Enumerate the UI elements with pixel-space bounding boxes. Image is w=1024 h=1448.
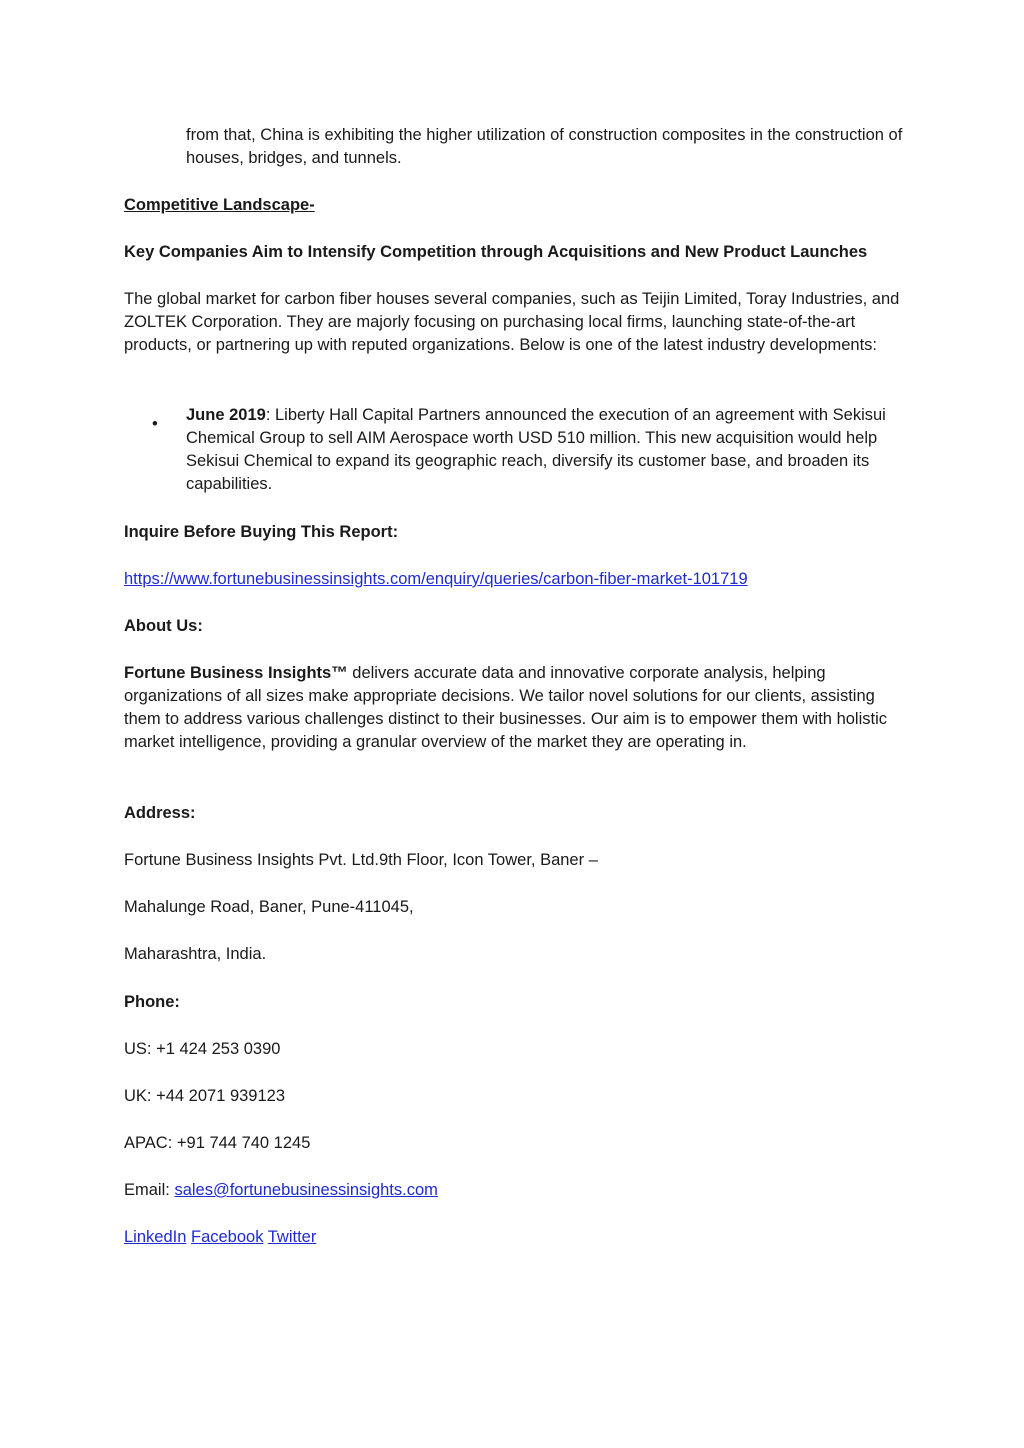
bullet-list-item bbox=[186, 404, 916, 496]
about-us-heading: About Us: bbox=[124, 617, 203, 635]
phone-heading: Phone: bbox=[124, 993, 180, 1011]
facebook-link[interactable]: Facebook bbox=[190, 1228, 264, 1246]
phone-us: US: +1 424 253 0390 bbox=[124, 1040, 281, 1058]
about-text: delivers accurate data and innovative corporate analysis, helping organizations of all sizes make appropriate decisions. We tailor novel solutions for our clients, assisting them to address various challenges distinct to their businesses. Our aim is to empower them with holistic market intelligence, providing a granular overview of the market they are operating in. bbox=[124, 664, 888, 751]
bullet-date: June 2019 bbox=[186, 406, 266, 424]
address-heading: Address: bbox=[124, 804, 196, 822]
inquire-link-line bbox=[124, 568, 914, 591]
social-links bbox=[124, 1226, 914, 1249]
email-link[interactable]: sales@fortunebusinessinsights.com bbox=[174, 1181, 438, 1199]
twitter-link[interactable]: Twitter bbox=[267, 1228, 317, 1246]
key-companies-heading: Key Companies Aim to Intensify Competition through Acquisitions and New Product Launches bbox=[124, 243, 868, 261]
email-line bbox=[124, 1179, 914, 1202]
company-name: Fortune Business Insights™ bbox=[124, 664, 348, 682]
phone-apac: APAC: +91 744 740 1245 bbox=[124, 1134, 311, 1152]
intro-continuation-paragraph: from that, China is exhibiting the higher utilization of construction composites in the construction of houses, bridges, and tunnels. bbox=[186, 126, 903, 167]
inquire-heading: Inquire Before Buying This Report: bbox=[124, 523, 399, 541]
linkedin-link[interactable]: LinkedIn bbox=[124, 1228, 187, 1246]
inquire-link[interactable]: https://www.fortunebusinessinsights.com/enquiry/queries/carbon-fiber-market-101719 bbox=[124, 570, 748, 588]
bullet-marker: • bbox=[152, 415, 158, 433]
market-paragraph: The global market for carbon fiber houses several companies, such as Teijin Limited, Toray Industries, and ZOLTEK Corporation. They are majorly focusing on purchasing local firms, launching state-of-the-art products, or partnering up with reputed organizations. Below is one of the latest industry developments: bbox=[124, 290, 900, 354]
bullet-text: : Liberty Hall Capital Partners announced the execution of an agreement with Sekisui Chemical Group to sell AIM Aerospace worth USD 510 million. This new acquisition would help Sekisui Chemical to expand its geographic reach, diversify its customer base, and broaden its capabilities. bbox=[186, 406, 886, 493]
phone-uk: UK: +44 2071 939123 bbox=[124, 1087, 286, 1105]
email-label: Email: bbox=[124, 1181, 175, 1199]
address-line-3: Maharashtra, India. bbox=[124, 945, 267, 963]
address-line-1: Fortune Business Insights Pvt. Ltd.9th Floor, Icon Tower, Baner – bbox=[124, 851, 598, 869]
address-line-2: Mahalunge Road, Baner, Pune-411045, bbox=[124, 898, 414, 916]
competitive-landscape-heading: Competitive Landscape- bbox=[124, 196, 315, 214]
about-us-paragraph bbox=[124, 662, 914, 754]
